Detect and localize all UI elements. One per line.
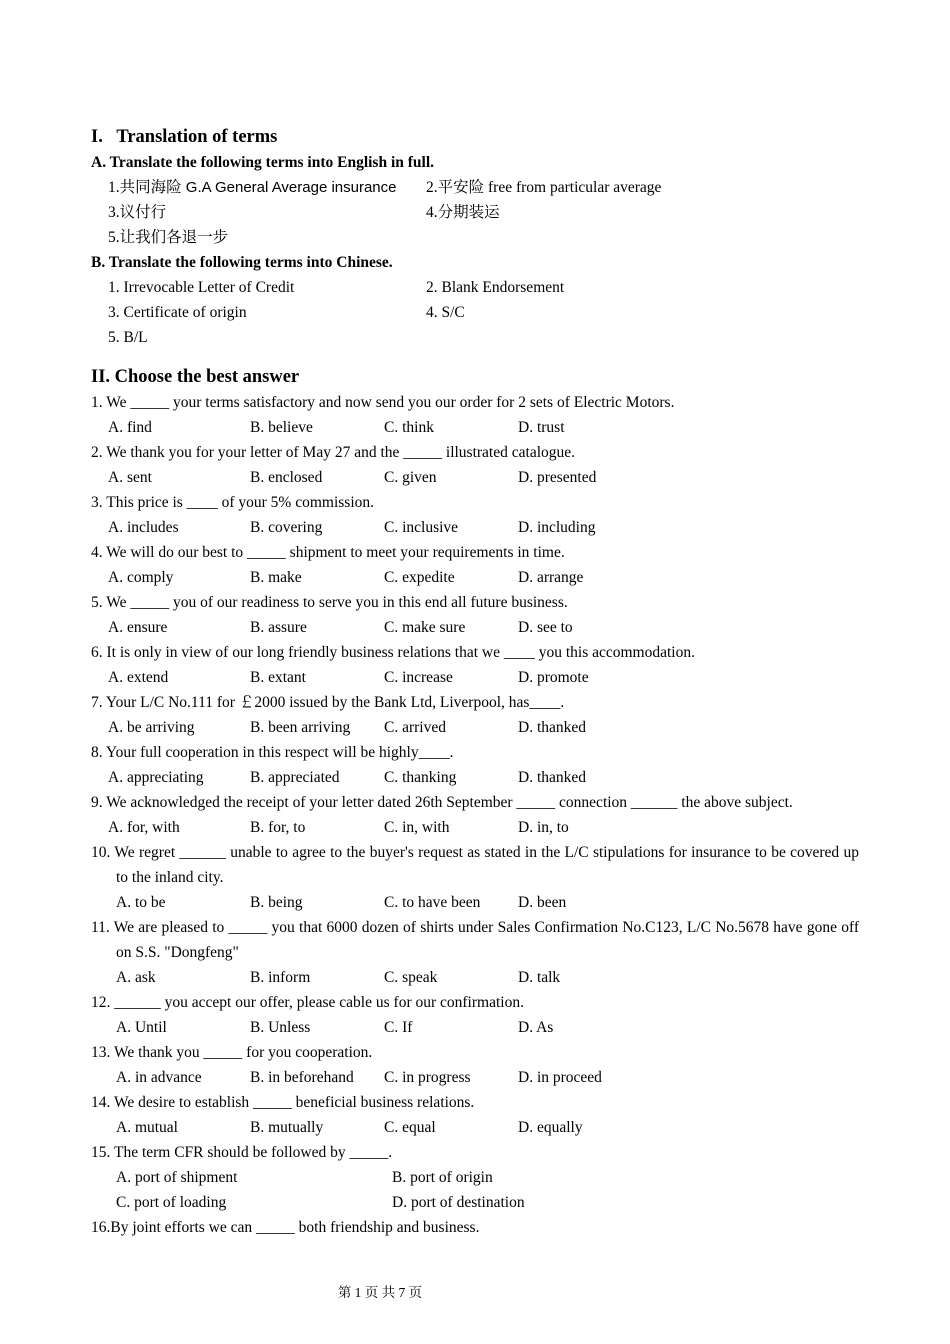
question-9-text: 9. We acknowledged the receipt of your letter dated 26th September _____ connection ______ the above subject. bbox=[91, 794, 793, 811]
question-15-options-row bbox=[91, 1190, 859, 1215]
term-b-3: 3. Certificate of origin bbox=[108, 304, 247, 321]
question-13-option-a[interactable]: A. in advance bbox=[116, 1069, 202, 1086]
question-2-text: 2. We thank you for your letter of May 27 and the _____ illustrated catalogue. bbox=[91, 444, 576, 461]
question-9-option-a[interactable]: A. for, with bbox=[108, 819, 180, 836]
question-3-text: 3. This price is ____ of your 5% commission. bbox=[91, 494, 374, 511]
question-6-option-a[interactable]: A. extend bbox=[108, 669, 169, 686]
question-11-option-d[interactable]: D. talk bbox=[518, 969, 561, 986]
question-5-option-b[interactable]: B. assure bbox=[250, 619, 307, 636]
question-8-option-c[interactable]: C. thanking bbox=[384, 769, 457, 786]
question-8-option-d[interactable]: D. thanked bbox=[518, 769, 587, 786]
question-3-options-row bbox=[91, 515, 859, 540]
question-16-text: 16.By joint efforts we can _____ both friendship and business. bbox=[91, 1219, 480, 1236]
part-b-heading: B. Translate the following terms into Chinese. bbox=[91, 254, 393, 271]
term-b-1: 1. Irrevocable Letter of Credit bbox=[108, 279, 295, 296]
question-14-option-c[interactable]: C. equal bbox=[384, 1119, 436, 1136]
part-b-row-2 bbox=[91, 300, 859, 325]
question-7-options-row bbox=[91, 715, 859, 740]
question-15-option-c[interactable]: C. port of loading bbox=[116, 1194, 227, 1211]
question-15-option-d[interactable]: D. port of destination bbox=[392, 1194, 525, 1211]
question-11-option-c[interactable]: C. speak bbox=[384, 969, 438, 986]
question-6-options-row bbox=[91, 665, 859, 690]
question-6-option-d[interactable]: D. promote bbox=[518, 669, 589, 686]
question-12-option-b[interactable]: B. Unless bbox=[250, 1019, 311, 1036]
question-12-text: 12. ______ you accept our offer, please cable us for our confirmation. bbox=[91, 994, 524, 1011]
question-14-option-d[interactable]: D. equally bbox=[518, 1119, 583, 1136]
question-1-option-c[interactable]: C. think bbox=[384, 419, 434, 436]
term-a-2: 2.平安险 free from particular average bbox=[426, 179, 662, 196]
section-2-title: II. Choose the best answer bbox=[91, 367, 300, 387]
question-13-option-c[interactable]: C. in progress bbox=[384, 1069, 471, 1086]
question-8-text: 8. Your full cooperation in this respect will be highly____. bbox=[91, 744, 454, 761]
question-10-option-d[interactable]: D. been bbox=[518, 894, 567, 911]
question-2-options-row bbox=[91, 465, 859, 490]
question-12-options-row bbox=[91, 1015, 859, 1040]
part-a-heading: A. Translate the following terms into English in full. bbox=[91, 154, 435, 171]
question-11-option-a[interactable]: A. ask bbox=[116, 969, 156, 986]
question-7-text: 7. Your L/C No.111 for ￡2000 issued by the Bank Ltd, Liverpool, has____. bbox=[91, 694, 565, 711]
question-6-option-b[interactable]: B. extant bbox=[250, 669, 306, 686]
question-4-option-c[interactable]: C. expedite bbox=[384, 569, 455, 586]
question-12-option-c[interactable]: C. If bbox=[384, 1019, 413, 1036]
question-3-option-a[interactable]: A. includes bbox=[108, 519, 179, 536]
question-2-option-d[interactable]: D. presented bbox=[518, 469, 597, 486]
question-13-option-d[interactable]: D. in proceed bbox=[518, 1069, 602, 1086]
question-3-option-c[interactable]: C. inclusive bbox=[384, 519, 459, 536]
question-12-option-a[interactable]: A. Until bbox=[116, 1019, 167, 1036]
question-4-option-d[interactable]: D. arrange bbox=[518, 569, 584, 586]
term-b-5: 5. B/L bbox=[108, 329, 148, 346]
question-4-options-row bbox=[91, 565, 859, 590]
question-14-option-a[interactable]: A. mutual bbox=[116, 1119, 178, 1136]
section-1-title: I. Translation of terms bbox=[91, 127, 278, 147]
term-a-3: 3.议付行 bbox=[108, 204, 167, 221]
question-10-option-a[interactable]: A. to be bbox=[116, 894, 166, 911]
question-15-option-a[interactable]: A. port of shipment bbox=[116, 1169, 238, 1186]
question-4-text: 4. We will do our best to _____ shipment to meet your requirements in time. bbox=[91, 544, 565, 561]
term-a-4: 4.分期装运 bbox=[426, 204, 500, 221]
question-8-options-row bbox=[91, 765, 859, 790]
question-4-option-b[interactable]: B. make bbox=[250, 569, 302, 586]
question-14-option-b[interactable]: B. mutually bbox=[250, 1119, 324, 1136]
question-7-option-b[interactable]: B. been arriving bbox=[250, 719, 351, 736]
question-9-option-c[interactable]: C. in, with bbox=[384, 819, 450, 836]
question-5-option-a[interactable]: A. ensure bbox=[108, 619, 168, 636]
question-3-option-b[interactable]: B. covering bbox=[250, 519, 323, 536]
question-6-text: 6. It is only in view of our long friendly business relations that we ____ you this accommodation. bbox=[91, 644, 695, 661]
question-7-option-d[interactable]: D. thanked bbox=[518, 719, 587, 736]
question-1-option-a[interactable]: A. find bbox=[108, 419, 152, 436]
question-14-text: 14. We desire to establish _____ beneficial business relations. bbox=[91, 1094, 475, 1111]
question-9-option-b[interactable]: B. for, to bbox=[250, 819, 306, 836]
question-6-option-c[interactable]: C. increase bbox=[384, 669, 453, 686]
question-1-option-d[interactable]: D. trust bbox=[518, 419, 565, 436]
question-15-option-b[interactable]: B. port of origin bbox=[392, 1169, 493, 1186]
page-footer: 第 1 页 共 7 页 bbox=[337, 1285, 423, 1300]
part-b-row-3 bbox=[91, 325, 859, 350]
question-15-text: 15. The term CFR should be followed by _____. bbox=[91, 1144, 393, 1161]
question-1-text: 1. We _____ your terms satisfactory and now send you our order for 2 sets of Electric Motors. bbox=[91, 394, 675, 411]
term-a-1: 1.共同海险 G.A General Average insurance bbox=[108, 179, 397, 196]
question-1-option-b[interactable]: B. believe bbox=[250, 419, 313, 436]
question-14-options-row bbox=[91, 1115, 859, 1140]
question-11-options-row bbox=[91, 965, 859, 990]
question-13-text: 13. We thank you _____ for you cooperation. bbox=[91, 1044, 373, 1061]
term-b-4: 4. S/C bbox=[426, 304, 465, 321]
term-a-5: 5.让我们各退一步 bbox=[108, 229, 229, 246]
question-12-option-d[interactable]: D. As bbox=[518, 1019, 554, 1036]
question-9-option-d[interactable]: D. in, to bbox=[518, 819, 569, 836]
question-10-option-c[interactable]: C. to have been bbox=[384, 894, 481, 911]
question-7-option-c[interactable]: C. arrived bbox=[384, 719, 446, 736]
question-2-option-c[interactable]: C. given bbox=[384, 469, 437, 486]
question-10-text: 10. We regret ______ unable to agree to the buyer's request as stated in the L/C stipulations for insurance to be covered up to the inland city. bbox=[91, 844, 859, 886]
document-page bbox=[91, 124, 859, 1240]
part-a-row-1 bbox=[91, 175, 859, 200]
question-5-option-c[interactable]: C. make sure bbox=[384, 619, 466, 636]
question-10-option-b[interactable]: B. being bbox=[250, 894, 303, 911]
part-b-row-1 bbox=[91, 275, 859, 300]
question-5-text: 5. We _____ you of our readiness to serve you in this end all future business. bbox=[91, 594, 568, 611]
question-7-option-a[interactable]: A. be arriving bbox=[108, 719, 195, 736]
question-5-option-d[interactable]: D. see to bbox=[518, 619, 573, 636]
question-3-option-d[interactable]: D. including bbox=[518, 519, 596, 536]
question-1-options-row bbox=[91, 415, 859, 440]
term-b-2: 2. Blank Endorsement bbox=[426, 279, 565, 296]
question-13-options-row bbox=[91, 1065, 859, 1090]
question-2-option-b[interactable]: B. enclosed bbox=[250, 469, 323, 486]
question-15-options-row bbox=[91, 1165, 859, 1190]
question-5-options-row bbox=[91, 615, 859, 640]
part-a-row-2 bbox=[91, 200, 859, 225]
question-8-option-b[interactable]: B. appreciated bbox=[250, 769, 340, 786]
part-a-row-3 bbox=[91, 225, 859, 250]
question-2-option-a[interactable]: A. sent bbox=[108, 469, 152, 486]
question-4-option-a[interactable]: A. comply bbox=[108, 569, 174, 586]
question-13-option-b[interactable]: B. in beforehand bbox=[250, 1069, 354, 1086]
question-9-options-row bbox=[91, 815, 859, 840]
question-11-text: 11. We are pleased to _____ you that 6000 dozen of shirts under Sales Confirmation No.C123, L/C No.5678 have gone off on S.S. "Dongfeng" bbox=[91, 919, 859, 961]
question-11-option-b[interactable]: B. inform bbox=[250, 969, 311, 986]
question-list bbox=[91, 390, 859, 1240]
question-10-options-row bbox=[91, 890, 859, 915]
question-8-option-a[interactable]: A. appreciating bbox=[108, 769, 204, 786]
